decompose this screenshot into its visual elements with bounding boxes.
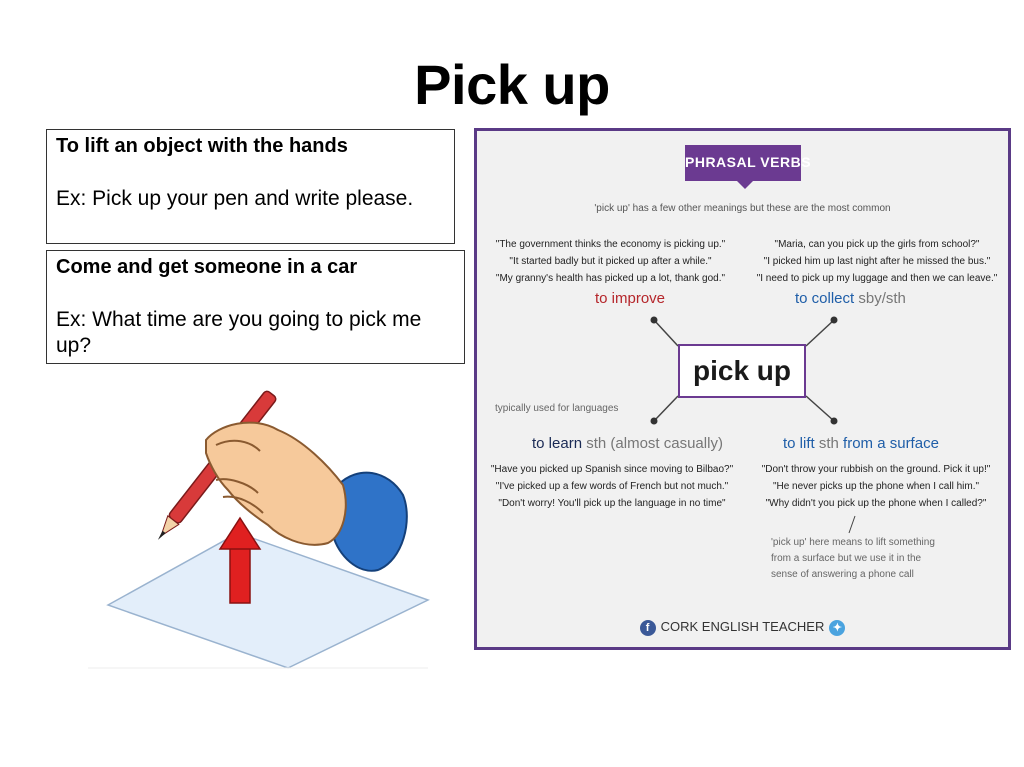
collect-examples	[748, 236, 1006, 287]
example-sentence: "Why didn't you pick up the phone when I called?"	[765, 498, 987, 509]
slide-title: Pick up	[414, 53, 610, 116]
meaning-verb: to lift	[783, 435, 815, 452]
note-line: from a surface but we use it in the	[771, 553, 922, 564]
definition-example: Ex: Pick up your pen and write please.	[56, 187, 414, 210]
meaning-object: sth	[814, 435, 844, 452]
lift-examples	[747, 461, 1005, 512]
definition-heading: To lift an object with the hands	[56, 135, 348, 157]
facebook-icon: f	[640, 620, 656, 636]
learn-examples	[481, 461, 743, 512]
example-sentence: "It started badly but it picked up after a while."	[509, 256, 712, 267]
example-sentence: "Don't worry! You'll pick up the language in no time"	[498, 498, 726, 509]
hand-picking-up-pen-illustration	[88, 385, 438, 675]
example-sentence: "Don't throw your rubbish on the ground. Pick it up!"	[761, 464, 991, 475]
infographic-footer	[477, 619, 1008, 636]
phrasal-verbs-infographic	[474, 128, 1011, 650]
twitter-icon: ✦	[829, 620, 845, 636]
meaning-to-collect	[795, 290, 906, 307]
meaning-qualifier: from a surface	[843, 435, 939, 452]
meaning-to-improve: to improve	[595, 290, 666, 307]
languages-note: typically used for languages	[495, 403, 619, 414]
pick-up-center-box: pick up	[678, 344, 806, 398]
example-sentence: "The government thinks the economy is picking up."	[495, 239, 726, 250]
example-sentence: "He never picks up the phone when I call him."	[772, 481, 980, 492]
note-line: 'pick up' here means to lift something	[771, 537, 935, 548]
meaning-qualifier: (almost casually)	[610, 435, 723, 452]
meaning-object: sby/sth	[854, 290, 906, 307]
example-sentence: "Have you picked up Spanish since moving to Bilbao?"	[490, 464, 734, 475]
meaning-object: sth	[582, 435, 611, 452]
meaning-verb: to collect	[795, 290, 855, 307]
meaning-to-lift	[783, 435, 939, 452]
definition-heading: Come and get someone in a car	[56, 256, 358, 278]
definition-box-car	[46, 250, 465, 364]
definition-example: Ex: What time are you going to pick me up?	[56, 308, 422, 357]
footer-brand: CORK ENGLISH TEACHER	[660, 619, 825, 634]
example-sentence: "I've picked up a few words of French but not much."	[495, 481, 729, 492]
example-sentence: "My granny's health has picked up a lot, thank god."	[495, 273, 726, 284]
definition-box-lift	[46, 129, 455, 244]
phone-note	[771, 535, 935, 583]
meaning-to-learn	[532, 435, 723, 452]
improve-examples	[483, 236, 738, 287]
meaning-verb: to learn	[532, 435, 583, 452]
example-sentence: "Maria, can you pick up the girls from school?"	[774, 239, 980, 250]
infographic-subtitle: 'pick up' has a few other meanings but these are the most common	[594, 203, 891, 214]
phrasal-verbs-banner: PHRASAL VERBS	[685, 145, 801, 181]
example-sentence: "I picked him up last night after he missed the bus."	[763, 256, 991, 267]
note-line: sense of answering a phone call	[771, 569, 914, 580]
example-sentence: "I need to pick up my luggage and then we can leave."	[756, 273, 998, 284]
